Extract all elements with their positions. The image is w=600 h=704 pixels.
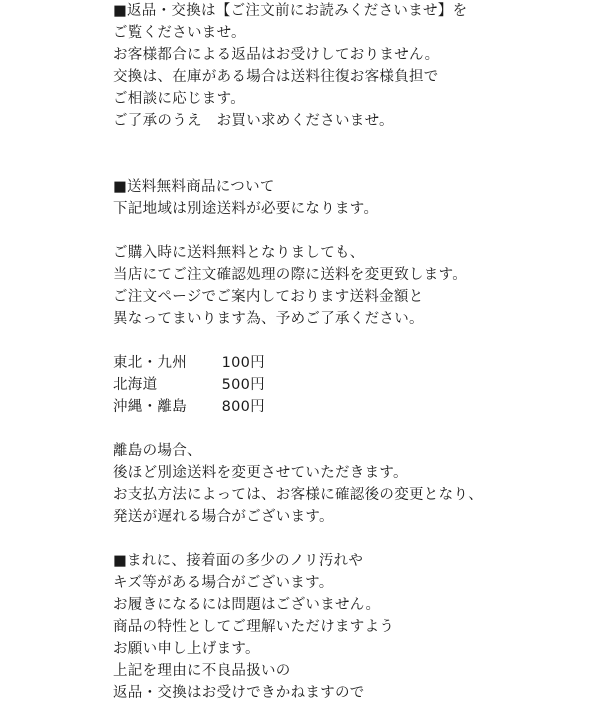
area-name: 沖縄・離島 (113, 399, 187, 415)
shipping-notice-line: 異なってまいります為、予めご了承ください。 (113, 311, 424, 327)
defects-line: 上記を理由に不良品扱いの (113, 663, 291, 679)
defects-line: ■まれに、接着面の多少のノリ汚れや (113, 553, 364, 569)
shipping-intro: 下記地域は別途送料が必要になります。 (113, 201, 379, 217)
island-line: 離島の場合、 (113, 443, 202, 459)
defects-line: お願い申し上げます。 (113, 641, 260, 657)
area-fee-row (113, 374, 593, 396)
spacer (113, 418, 593, 440)
defects-line: お履きになるには問題はございません。 (113, 597, 381, 613)
island-line: 発送が遅れる場合がございます。 (113, 509, 334, 525)
shipping-heading: ■送料無料商品について (113, 179, 275, 195)
area-price: 500円 (221, 377, 265, 393)
island-line: お支払方法によっては、お客様に確認後の変更となり、 (113, 487, 483, 503)
spacer (113, 220, 593, 242)
area-fee-row (113, 352, 593, 374)
returns-line: ご相談に応じます。 (113, 91, 246, 107)
shipping-section (113, 176, 593, 528)
shipping-notice-line: 当店にてご注文確認処理の際に送料を変更致します。 (113, 267, 468, 283)
area-name: 東北・九州 (113, 355, 187, 371)
area-name: 北海道 (113, 377, 158, 393)
defects-line: 商品の特性としてご理解いただけますよう (113, 619, 395, 635)
area-fee-row (113, 396, 593, 418)
returns-line: 交換は、在庫がある場合は送料往復お客様負担で (113, 69, 439, 85)
returns-section (113, 0, 593, 132)
area-fee-table (113, 352, 593, 418)
island-line: 後ほど別途送料を変更させていただきます。 (113, 465, 408, 481)
returns-line: ご了承のうえ お買い求めくださいませ。 (113, 113, 394, 129)
shipping-notice-line: ご注文ページでご案内しております送料金額と (113, 289, 424, 305)
spacer (113, 528, 593, 550)
area-price: 100円 (221, 355, 265, 371)
shipping-notice-line: ご購入時に送料無料となりましても、 (113, 245, 365, 261)
defects-line: キズ等がある場合がございます。 (113, 575, 334, 591)
defects-section (113, 550, 593, 704)
returns-line: ご覧くださいませ。 (113, 25, 246, 41)
spacer (113, 132, 593, 176)
returns-line: お客様都合による返品はお受けしておりません。 (113, 47, 440, 63)
area-price: 800円 (221, 399, 265, 415)
document-body (113, 0, 593, 704)
defects-line: 返品・交換はお受けできかねますので (113, 685, 365, 701)
returns-line: ■返品・交換は【ご注文前にお読みくださいませ】を (113, 3, 468, 19)
spacer (113, 330, 593, 352)
